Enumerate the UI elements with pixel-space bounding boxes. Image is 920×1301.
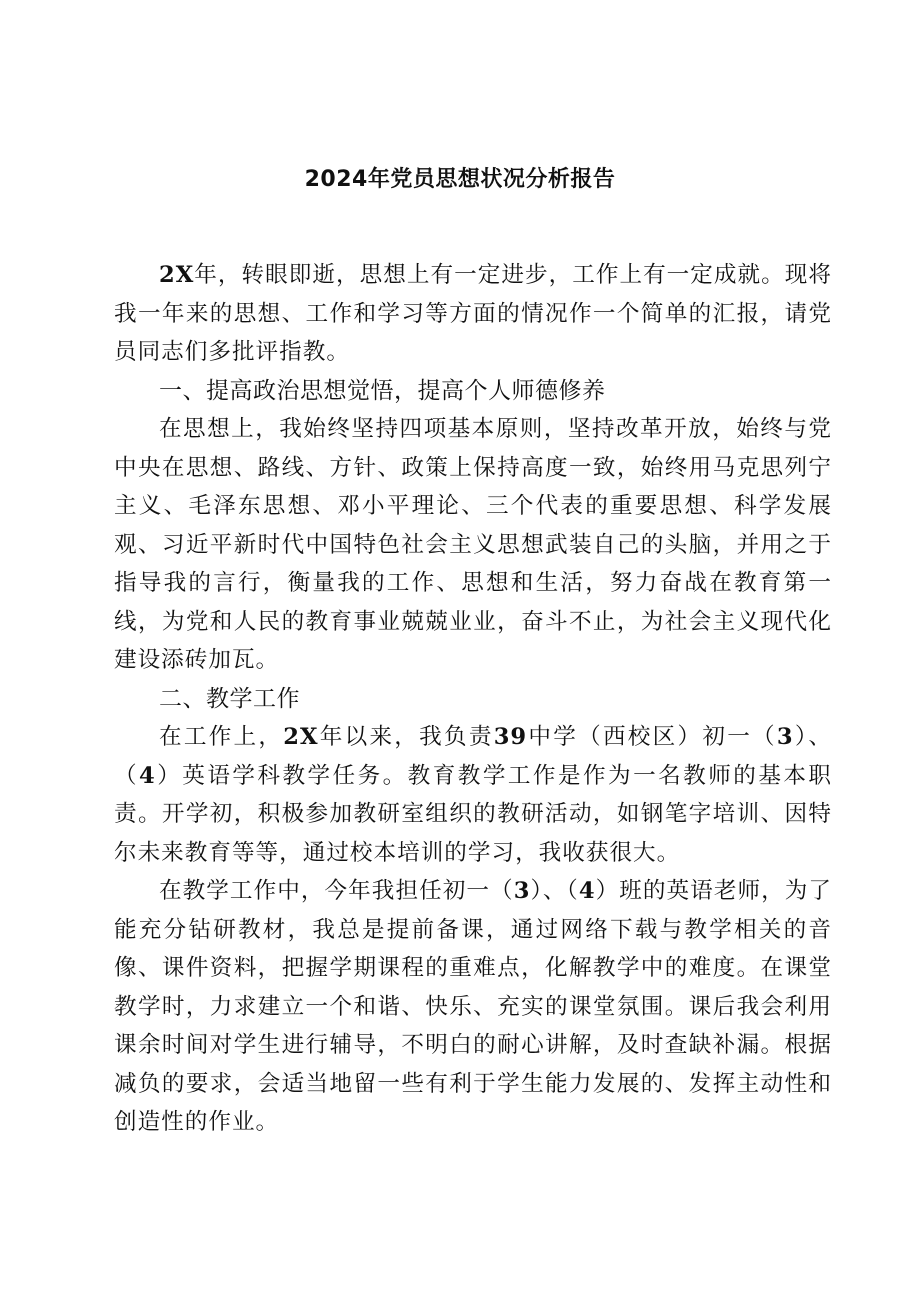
text-run: ）、（ xyxy=(114,724,833,789)
document-body xyxy=(114,256,832,1142)
text-run: ）、（ xyxy=(530,878,579,904)
text-run: ）班的英语老师，为了能充分钻研教材，我总是提前备课，通过网络下载与教学相关的音像、课件资料，把握学期课程的重难点，化解教学中的难度。在课堂教学时，力求建立一个和谐、快乐、充实的课堂氛围。课后我会利用课余时间对学生进行辅导，不明白的耐心讲解，及时查缺补漏。根据减负的要求，会适当地留一些有利于学生能力发展的、发挥主动性和创造性的作业。 xyxy=(114,878,833,1135)
class-number: 4 xyxy=(139,762,156,789)
intro-year: 2X xyxy=(159,262,195,288)
section1-heading: 一、提高政治思想觉悟，提高个人师德修养 xyxy=(159,377,606,404)
class-number: 3 xyxy=(776,724,794,750)
class-number: 3 xyxy=(513,878,531,904)
year-number: 2X xyxy=(283,724,319,750)
text-run: ）英语学科教学任务。教育教学工作是作为一名教师的基本职责。开学初，积极参加教研室组织的教研活动，如钢笔字培训、因特尔未来教育等等，通过校本培训的学习，我收获很大。 xyxy=(114,762,833,866)
intro-paragraph xyxy=(114,256,832,372)
school-number: 39 xyxy=(493,724,528,750)
section1-paragraph: 在思想上，我始终坚持四项基本原则，坚持改革开放，始终与党中央在思想、路线、方针、政策上保持高度一致，始终用马克思列宁主义、毛泽东思想、邓小平理论、三个代表的重要思想、科学发展观、习近平新时代中国特色社会主义思想武装自己的头脑，并用之于指导我的言行，衡量我的工作、思想和生活，努力奋战在教育第一线，为党和人民的教育事业兢兢业业，奋斗不止，为社会主义现代化建设添砖加瓦。 xyxy=(114,416,832,673)
section2-heading: 二、教学工作 xyxy=(159,685,300,712)
document-title: 2024年党员思想状况分析报告 xyxy=(304,167,616,192)
class-number: 4 xyxy=(578,878,596,904)
section2-paragraph-1 xyxy=(114,718,832,872)
intro-text: 年，转眼即逝，思想上有一定进步，工作上有一定成就。现将我一年来的思想、工作和学习等方面的情况作一个简单的汇报，请党员同志们多批评指教。 xyxy=(114,262,832,365)
text-run: 中学（西校区）初一（ xyxy=(527,724,777,750)
text-run: 年以来，我负责 xyxy=(318,724,494,750)
section2-paragraph-2 xyxy=(114,872,832,1142)
text-run: 在教学工作中，今年我担任初一（ xyxy=(159,878,514,904)
text-run: 在工作上， xyxy=(159,724,284,750)
